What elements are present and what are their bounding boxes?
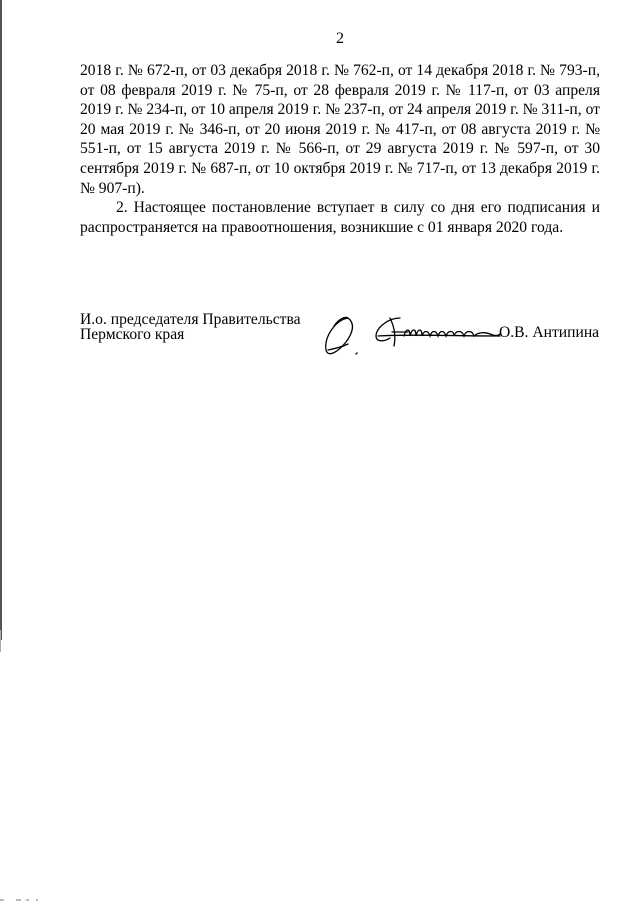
signatory-name: О.В. Антипина bbox=[499, 324, 600, 341]
document-body bbox=[80, 61, 600, 237]
paragraph-effective-date: 2. Настоящее постановление вступает в силу со дня его подписания и распространяется на правоотношения, возникшие с 01 января 2020 года. bbox=[80, 199, 600, 236]
paragraph-amendments-list: 2018 г. № 672-п, от 03 декабря 2018 г. № 762-п, от 14 декабря 2018 г. № 793-п, от 08 февраля 2019 г. № 75-п, от 28 февраля 2019 г. № 117-п, от 03 апреля 2019 г. № 234-п, от 10 апреля 2019 г. № 237-п, от 24 апреля 2019 г. № 311-п, от 20 мая 2019 г. № 346-п, от 20 июня 2019 г. № 417-п, от 08 августа 2019 г. № 551-п, от 15 августа 2019 г. № 566-п, от 29 августа 2019 г. № 597-п, от 30 сентября 2019 г. № 687-п, от 10 октября 2019 г. № 717-п, от 13 декабря 2019 г. № 907-п). bbox=[80, 62, 600, 197]
scan-artifacts bbox=[0, 897, 40, 903]
scan-edge-rule-tail bbox=[0, 630, 1, 652]
page-number: 2 bbox=[336, 30, 344, 47]
handwritten-signature-icon bbox=[318, 306, 510, 362]
signatory-title-line2: Пермского края bbox=[80, 326, 185, 343]
signatory-title-line1: И.о. председателя Правительства bbox=[80, 311, 301, 328]
scan-edge-rule bbox=[0, 0, 2, 640]
signatory-title bbox=[80, 312, 301, 342]
